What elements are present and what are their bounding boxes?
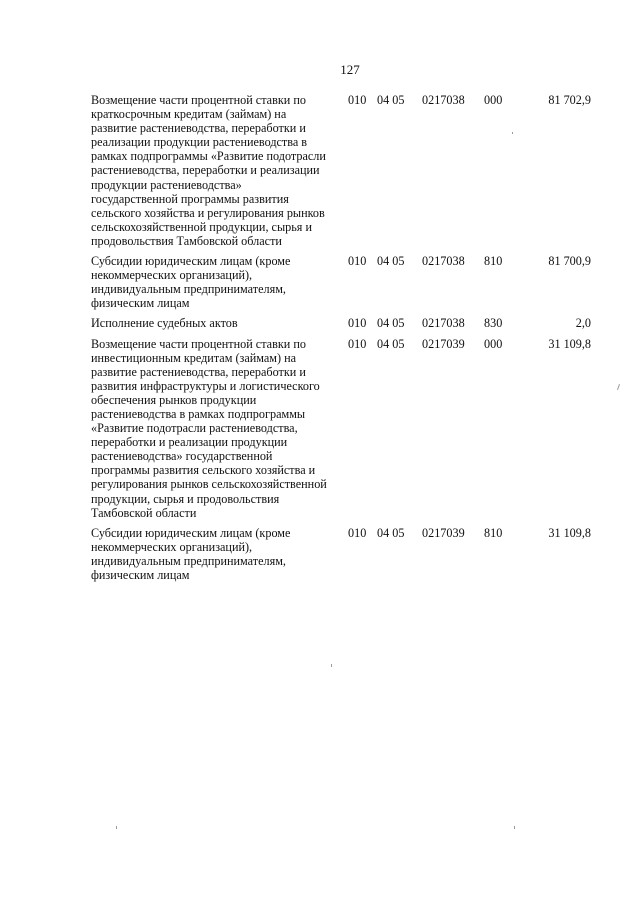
scan-speck — [331, 664, 332, 667]
amount: 81 702,9 — [548, 93, 591, 107]
expense-type-code: 810 — [484, 525, 503, 540]
expense-type-code: 810 — [484, 254, 503, 269]
ministry-code: 010 — [348, 93, 367, 107]
row-description: Субсидии юридическим лицам (кроме некоммерческих организаций), индивидуальным предпринимателям, физическим лицам — [91, 525, 291, 582]
target-article-code: 0217039 — [422, 525, 465, 540]
target-article-code: 0217038 — [422, 254, 465, 269]
section-code: 04 05 — [377, 336, 405, 351]
amount: 31 109,8 — [548, 336, 591, 351]
scan-speck — [116, 826, 117, 829]
section-code: 04 05 — [377, 254, 405, 269]
ministry-code: 010 — [348, 316, 367, 331]
amount: 2,0 — [575, 316, 591, 331]
section-code: 04 05 — [377, 93, 405, 107]
table-row — [91, 526, 591, 582]
scan-speck — [514, 826, 515, 829]
table-row — [91, 254, 591, 316]
section-code: 04 05 — [377, 525, 405, 540]
expense-type-code: 000 — [484, 336, 503, 351]
target-article-code: 0217039 — [422, 336, 465, 351]
table-row — [91, 316, 591, 336]
table-row — [91, 93, 591, 254]
amount: 81 700,9 — [548, 254, 591, 269]
ministry-code: 010 — [348, 525, 367, 540]
target-article-code: 0217038 — [422, 316, 465, 331]
amount: 31 109,8 — [548, 525, 591, 540]
expense-type-code: 000 — [484, 93, 503, 107]
page-number: 127 — [340, 62, 360, 77]
row-description: Субсидии юридическим лицам (кроме некоммерческих организаций), индивидуальным предпринимателям, физическим лицам — [91, 254, 291, 311]
row-description: Возмещение части процентной ставки по инвестиционным кредитам (займам) на развитие растениеводства, переработки и развития инфраструктуры и логистического обеспечения рынков продукции растениеводства в рамках подпрограммы «Развитие подотрасли растениеводства, переработки и реализации продукции растениеводства» государственной программы развития сельского хозяйства и регулирования рынков сельскохозяйственной продукции, сырья и продовольствия Тамбовской области — [91, 336, 327, 520]
budget-table — [91, 93, 591, 582]
scan-speck — [617, 384, 620, 390]
expense-type-code: 830 — [484, 316, 503, 331]
table-row — [91, 337, 591, 526]
ministry-code: 010 — [348, 254, 367, 269]
section-code: 04 05 — [377, 316, 405, 331]
scan-speck — [512, 132, 513, 134]
row-description: Возмещение части процентной ставки по краткосрочным кредитам (займам) на развитие растениеводства, переработки и реализации продукции растениеводства в рамках подпрограммы «Развитие подотрасли растениеводства, переработки и реализации продукции растениеводства» государственной программы развития сельского хозяйства и регулирования рынков сельскохозяйственной продукции, сырья и продовольствия Тамбовской области — [91, 93, 326, 248]
row-description: Исполнение судебных актов — [91, 316, 238, 331]
ministry-code: 010 — [348, 336, 367, 351]
target-article-code: 0217038 — [422, 93, 465, 107]
